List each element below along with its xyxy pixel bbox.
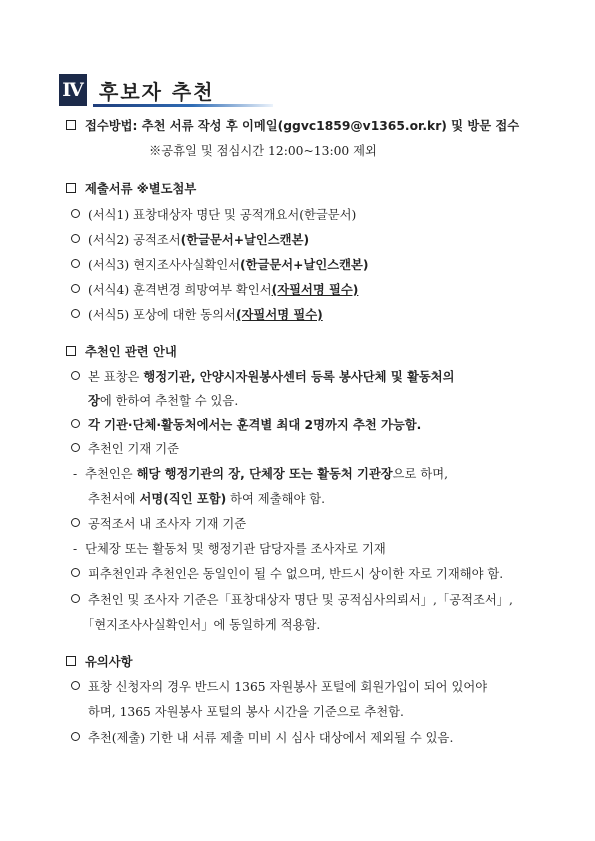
section-title-wrap	[93, 74, 268, 106]
text-segment: 하여 제출해야 함.	[226, 492, 326, 506]
text-emphasis: 해당 행정기관의 장, 단체장 또는 활동처 기관장	[136, 467, 393, 481]
recommender-paragraph-6	[71, 591, 513, 609]
recommender-paragraph-4	[71, 515, 246, 533]
text-segment: 추천(제출) 기한 내 서류 제출 미비 시 심사 대상에서 제외될 수 있음.	[88, 731, 454, 745]
circle-bullet-icon	[71, 518, 80, 527]
document-item	[71, 231, 309, 249]
text-segment: 에 한하여 추천할 수 있음.	[99, 394, 239, 408]
circle-bullet-icon	[71, 259, 80, 268]
recommender-paragraph-6-cont: 「현지조사사실확인서」에 동일하게 적용함.	[82, 618, 321, 632]
text-segment: 본 표창은	[88, 370, 144, 384]
recommender-paragraph-2	[71, 416, 421, 434]
square-bullet-icon	[66, 120, 76, 130]
recommender-subitem	[73, 465, 448, 483]
text-segment: 각 기관·단체·활동처에서는 훈격별 최대 2명까지 추천 가능함.	[88, 418, 422, 432]
circle-bullet-icon	[71, 284, 80, 293]
recommender-paragraph-1	[71, 368, 455, 386]
recommender-heading: 추천인 관련 안내	[85, 345, 177, 359]
circle-bullet-icon	[71, 419, 80, 428]
title-underline	[93, 104, 273, 107]
circle-bullet-icon	[71, 594, 80, 603]
text-segment: 추천서에	[88, 492, 140, 506]
document-item-text: (서식3) 현지조사사실확인서	[88, 258, 240, 272]
notes-heading-line	[66, 653, 133, 671]
square-bullet-icon	[66, 346, 76, 356]
recommender-heading-line	[66, 343, 177, 361]
circle-bullet-icon	[71, 371, 80, 380]
documents-heading: 제출서류 ※별도첨부	[85, 182, 197, 196]
recommender-paragraph-5	[71, 565, 503, 583]
circle-bullet-icon	[71, 209, 80, 218]
documents-heading-line	[66, 180, 196, 198]
note-item-cont: 하며, 1365 자원봉사 포털의 봉사 시간을 기준으로 추천함.	[88, 705, 404, 719]
document-item-text: (서식4) 훈격변경 희망여부 확인서	[88, 283, 272, 297]
text-segment: 추천인은	[85, 467, 137, 481]
intake-note: ※공휴일 및 점심시간 12:00~13:00 제외	[149, 144, 377, 158]
text-segment: 단체장 또는 활동처 및 행정기관 담당자를 조사자로 기재	[85, 542, 386, 556]
circle-bullet-icon	[71, 234, 80, 243]
recommender-subitem-cont	[88, 490, 325, 508]
document-item-emphasis: (한글문서+날인스캔본)	[240, 258, 369, 272]
text-segment: 추천인 기재 기준	[88, 442, 179, 456]
text-emphasis: 장	[88, 394, 100, 408]
document-item	[71, 281, 358, 299]
document-item-required: (자필서명 필수)	[271, 283, 359, 297]
section-number-badge: Ⅳ	[59, 74, 87, 106]
text-segment: 피추천인과 추천인은 동일인이 될 수 없으며, 반드시 상이한 자로 기재해야 함.	[88, 567, 504, 581]
document-item	[71, 256, 368, 274]
document-item	[71, 206, 356, 224]
text-emphasis: 행정기관, 안양시자원봉사센터 등록 봉사단체 및 활동처의	[143, 370, 455, 384]
note-item	[71, 678, 487, 696]
text-emphasis: 서명(직인 포함)	[139, 492, 227, 506]
text-segment: 표창 신청자의 경우 반드시 1365 자원봉사 포털에 회원가입이 되어 있어야	[88, 680, 488, 694]
document-item	[71, 306, 323, 324]
circle-bullet-icon	[71, 732, 80, 741]
document-item-text: (서식1) 표창대상자 명단 및 공적개요서(한글문서)	[88, 208, 357, 222]
text-segment: 으로 하며,	[392, 467, 448, 481]
intake-method-text: 접수방법: 추천 서류 작성 후 이메일(ggvc1859@v1365.or.kr) 및 방문 접수	[85, 119, 520, 133]
recommender-subitem	[73, 540, 386, 558]
text-segment: 공적조서 내 조사자 기재 기준	[88, 517, 247, 531]
document-item-text: (서식5) 포상에 대한 동의서	[88, 308, 236, 322]
recommender-paragraph-3	[71, 440, 179, 458]
section-title: 후보자 추천	[99, 80, 215, 104]
dash-bullet: -	[73, 542, 78, 556]
circle-bullet-icon	[71, 568, 80, 577]
dash-bullet: -	[73, 467, 78, 481]
recommender-paragraph-1-cont	[88, 392, 238, 410]
circle-bullet-icon	[71, 443, 80, 452]
text-segment: 추천인 및 조사자 기준은「표창대상자 명단 및 공적심사의뢰서」,「공적조서」,	[88, 593, 513, 607]
document-item-text: (서식2) 공적조서	[88, 233, 181, 247]
intake-method-line	[66, 117, 519, 135]
square-bullet-icon	[66, 656, 76, 666]
circle-bullet-icon	[71, 681, 80, 690]
document-item-emphasis: (한글문서+날인스캔본)	[180, 233, 310, 247]
circle-bullet-icon	[71, 309, 80, 318]
document-item-required: (자필서명 필수)	[235, 308, 323, 322]
notes-heading: 유의사항	[85, 655, 133, 669]
note-item	[71, 729, 453, 747]
square-bullet-icon	[66, 183, 76, 193]
